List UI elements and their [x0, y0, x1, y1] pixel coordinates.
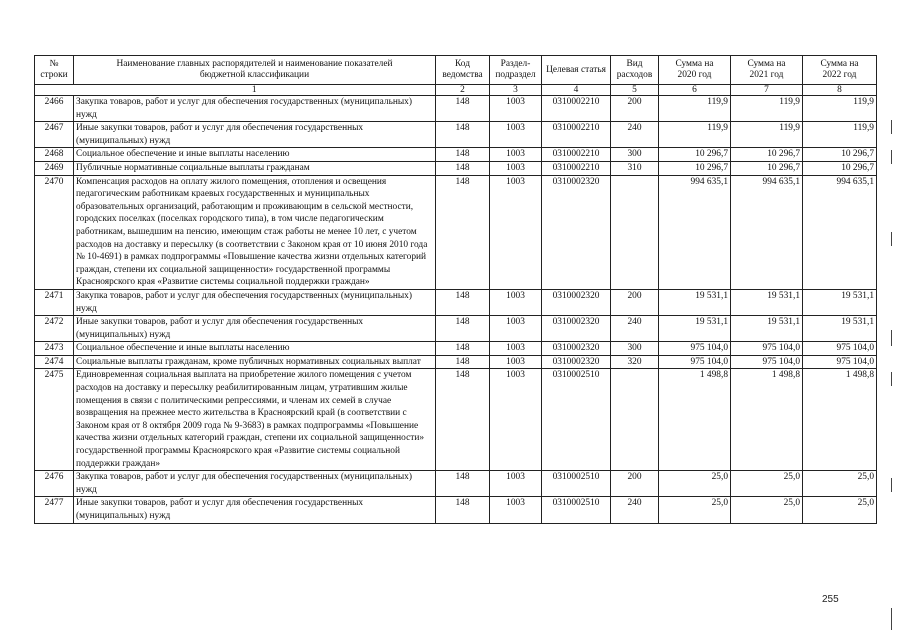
row-expense-type: 300 [611, 342, 659, 356]
row-number: 2473 [35, 342, 74, 356]
row-dept-code: 148 [436, 316, 490, 342]
row-expense-type: 300 [611, 148, 659, 162]
row-target-item: 0310002210 [542, 96, 611, 122]
row-sum-2020: 19 531,1 [659, 289, 731, 315]
row-expense-type [611, 369, 659, 471]
row-sum-2021: 994 635,1 [731, 175, 803, 289]
row-dept-code: 148 [436, 497, 490, 523]
row-number: 2475 [35, 369, 74, 471]
row-target-item: 0310002320 [542, 342, 611, 356]
row-expense-type: 240 [611, 316, 659, 342]
row-expense-type: 200 [611, 289, 659, 315]
row-sum-2021: 1 498,8 [731, 369, 803, 471]
row-section: 1003 [490, 497, 542, 523]
row-sum-2020: 19 531,1 [659, 316, 731, 342]
row-dept-code: 148 [436, 175, 490, 289]
scan-edge-mark [891, 372, 892, 386]
budget-table [34, 55, 877, 524]
row-sum-2021: 10 296,7 [731, 161, 803, 175]
row-sum-2022: 119,9 [803, 96, 877, 122]
row-target-item: 0310002320 [542, 289, 611, 315]
row-sum-2022: 19 531,1 [803, 316, 877, 342]
row-expense-type: 200 [611, 96, 659, 122]
column-number: 5 [611, 85, 659, 96]
row-dept-code: 148 [436, 96, 490, 122]
row-expense-type: 240 [611, 122, 659, 148]
column-numbers-row [35, 85, 877, 96]
scan-edge-mark [891, 120, 892, 134]
row-sum-2021: 975 104,0 [731, 355, 803, 369]
scan-edge-mark [891, 150, 892, 164]
row-name: Закупка товаров, работ и услуг для обеспечения государственных (муниципальных) нужд [74, 289, 436, 315]
row-target-item: 0310002320 [542, 355, 611, 369]
row-expense-type [611, 175, 659, 289]
row-number: 2472 [35, 316, 74, 342]
row-target-item: 0310002320 [542, 316, 611, 342]
row-sum-2020: 994 635,1 [659, 175, 731, 289]
row-sum-2020: 10 296,7 [659, 148, 731, 162]
column-number: 1 [74, 85, 436, 96]
scan-edge-mark [891, 330, 892, 346]
scan-edge-mark [891, 478, 892, 492]
row-target-item: 0310002510 [542, 369, 611, 471]
row-name: Публичные нормативные социальные выплаты гражданам [74, 161, 436, 175]
row-section: 1003 [490, 342, 542, 356]
scan-edge-mark [891, 608, 892, 630]
row-expense-type: 240 [611, 497, 659, 523]
row-sum-2020: 119,9 [659, 96, 731, 122]
row-sum-2022: 1 498,8 [803, 369, 877, 471]
header-dept-code: Код ведомства [436, 56, 490, 85]
row-target-item: 0310002210 [542, 161, 611, 175]
row-target-item: 0310002510 [542, 497, 611, 523]
row-sum-2021: 10 296,7 [731, 148, 803, 162]
row-target-item: 0310002210 [542, 122, 611, 148]
row-sum-2022: 10 296,7 [803, 148, 877, 162]
table-row [35, 369, 877, 471]
row-sum-2020: 10 296,7 [659, 161, 731, 175]
row-number: 2476 [35, 471, 74, 497]
row-name: Единовременная социальная выплата на приобретение жилого помещения с учетом расходов на доставку и пересылку реабилитированным лицам, утратившим жилые помещения в связи с политическими репрессиями, и членам их семей в случае возвращения на прежнее место жительства в Красноярский край (в соответствии с Законом края от 8 октября 2009 года № 9-3683) в рамках подпрограммы «Повышение качества жизни отдельных категорий граждан, степени их социальной защищенности» государственной программы Красноярского края «Развитие системы социальной поддержки граждан» [74, 369, 436, 471]
table-row [35, 122, 877, 148]
row-sum-2021: 119,9 [731, 96, 803, 122]
header-section: Раздел- подраздел [490, 56, 542, 85]
table-row [35, 497, 877, 523]
row-dept-code: 148 [436, 161, 490, 175]
row-name: Социальные выплаты гражданам, кроме публичных нормативных социальных выплат [74, 355, 436, 369]
row-name: Социальное обеспечение и иные выплаты населению [74, 342, 436, 356]
column-number: 7 [731, 85, 803, 96]
row-sum-2021: 25,0 [731, 497, 803, 523]
row-number: 2471 [35, 289, 74, 315]
column-number: 3 [490, 85, 542, 96]
row-sum-2020: 25,0 [659, 497, 731, 523]
table-header-row [35, 56, 877, 85]
row-target-item: 0310002510 [542, 471, 611, 497]
row-dept-code: 148 [436, 369, 490, 471]
row-dept-code: 148 [436, 148, 490, 162]
row-number: 2469 [35, 161, 74, 175]
row-section: 1003 [490, 471, 542, 497]
table-row [35, 175, 877, 289]
row-name: Иные закупки товаров, работ и услуг для обеспечения государственных (муниципальных) нужд [74, 497, 436, 523]
row-sum-2021: 975 104,0 [731, 342, 803, 356]
row-sum-2022: 975 104,0 [803, 355, 877, 369]
row-expense-type: 200 [611, 471, 659, 497]
row-sum-2021: 19 531,1 [731, 289, 803, 315]
column-number: 8 [803, 85, 877, 96]
scan-edge-mark [891, 232, 892, 246]
table-row [35, 96, 877, 122]
row-section: 1003 [490, 355, 542, 369]
row-sum-2020: 975 104,0 [659, 355, 731, 369]
row-sum-2022: 994 635,1 [803, 175, 877, 289]
row-expense-type: 320 [611, 355, 659, 369]
row-name: Социальное обеспечение и иные выплаты населению [74, 148, 436, 162]
page-number: 255 [822, 594, 839, 605]
row-sum-2021: 119,9 [731, 122, 803, 148]
row-name: Иные закупки товаров, работ и услуг для обеспечения государственных (муниципальных) нужд [74, 122, 436, 148]
row-dept-code: 148 [436, 289, 490, 315]
row-dept-code: 148 [436, 122, 490, 148]
row-expense-type: 310 [611, 161, 659, 175]
row-target-item: 0310002210 [542, 148, 611, 162]
row-number: 2466 [35, 96, 74, 122]
header-expense-type: Вид расходов [611, 56, 659, 85]
row-target-item: 0310002320 [542, 175, 611, 289]
row-sum-2022: 25,0 [803, 471, 877, 497]
header-name: Наименование главных распорядителей и наименование показателей бюджетной классификации [74, 56, 436, 85]
row-sum-2022: 975 104,0 [803, 342, 877, 356]
row-section: 1003 [490, 96, 542, 122]
row-sum-2022: 19 531,1 [803, 289, 877, 315]
row-sum-2022: 10 296,7 [803, 161, 877, 175]
column-number: 2 [436, 85, 490, 96]
table-row [35, 342, 877, 356]
row-number: 2470 [35, 175, 74, 289]
row-number: 2468 [35, 148, 74, 162]
table-row [35, 161, 877, 175]
row-number: 2477 [35, 497, 74, 523]
row-section: 1003 [490, 161, 542, 175]
column-number: 4 [542, 85, 611, 96]
table-row [35, 148, 877, 162]
row-number: 2467 [35, 122, 74, 148]
row-name: Иные закупки товаров, работ и услуг для обеспечения государственных (муниципальных) нужд [74, 316, 436, 342]
row-sum-2021: 19 531,1 [731, 316, 803, 342]
table-row [35, 289, 877, 315]
header-row-no: № строки [35, 56, 74, 85]
row-dept-code: 148 [436, 471, 490, 497]
column-number [35, 85, 74, 96]
header-sum-2022: Сумма на 2022 год [803, 56, 877, 85]
row-name: Закупка товаров, работ и услуг для обеспечения государственных (муниципальных) нужд [74, 96, 436, 122]
row-section: 1003 [490, 148, 542, 162]
row-sum-2020: 1 498,8 [659, 369, 731, 471]
row-section: 1003 [490, 175, 542, 289]
row-section: 1003 [490, 369, 542, 471]
row-dept-code: 148 [436, 342, 490, 356]
row-name: Закупка товаров, работ и услуг для обеспечения государственных (муниципальных) нужд [74, 471, 436, 497]
column-number: 6 [659, 85, 731, 96]
table-row [35, 316, 877, 342]
row-section: 1003 [490, 289, 542, 315]
row-sum-2022: 119,9 [803, 122, 877, 148]
row-section: 1003 [490, 122, 542, 148]
header-sum-2021: Сумма на 2021 год [731, 56, 803, 85]
row-number: 2474 [35, 355, 74, 369]
row-sum-2020: 975 104,0 [659, 342, 731, 356]
header-target-item: Целевая статья [542, 56, 611, 85]
row-sum-2021: 25,0 [731, 471, 803, 497]
row-name: Компенсация расходов на оплату жилого помещения, отопления и освещения педагогическим работникам краевых государственных и муниципальных образовательных организаций, работающим и проживающим в сельской местности, городских поселках (поселках городского типа), в том числе педагогическим работникам, вышедшим на пенсию, имеющим стаж работы не менее 10 лет, с учетом расходов на доставку и пересылку (в соответствии с Законом края от 10 июня 2010 года № 10-4691) в рамках подпрограммы «Повышение качества жизни отдельных категорий граждан, степени их социальной защищенности» государственной программы Красноярского края «Развитие системы социальной поддержки граждан» [74, 175, 436, 289]
row-dept-code: 148 [436, 355, 490, 369]
row-sum-2022: 25,0 [803, 497, 877, 523]
row-sum-2020: 119,9 [659, 122, 731, 148]
row-section: 1003 [490, 316, 542, 342]
table-row [35, 471, 877, 497]
row-sum-2020: 25,0 [659, 471, 731, 497]
header-sum-2020: Сумма на 2020 год [659, 56, 731, 85]
table-row [35, 355, 877, 369]
